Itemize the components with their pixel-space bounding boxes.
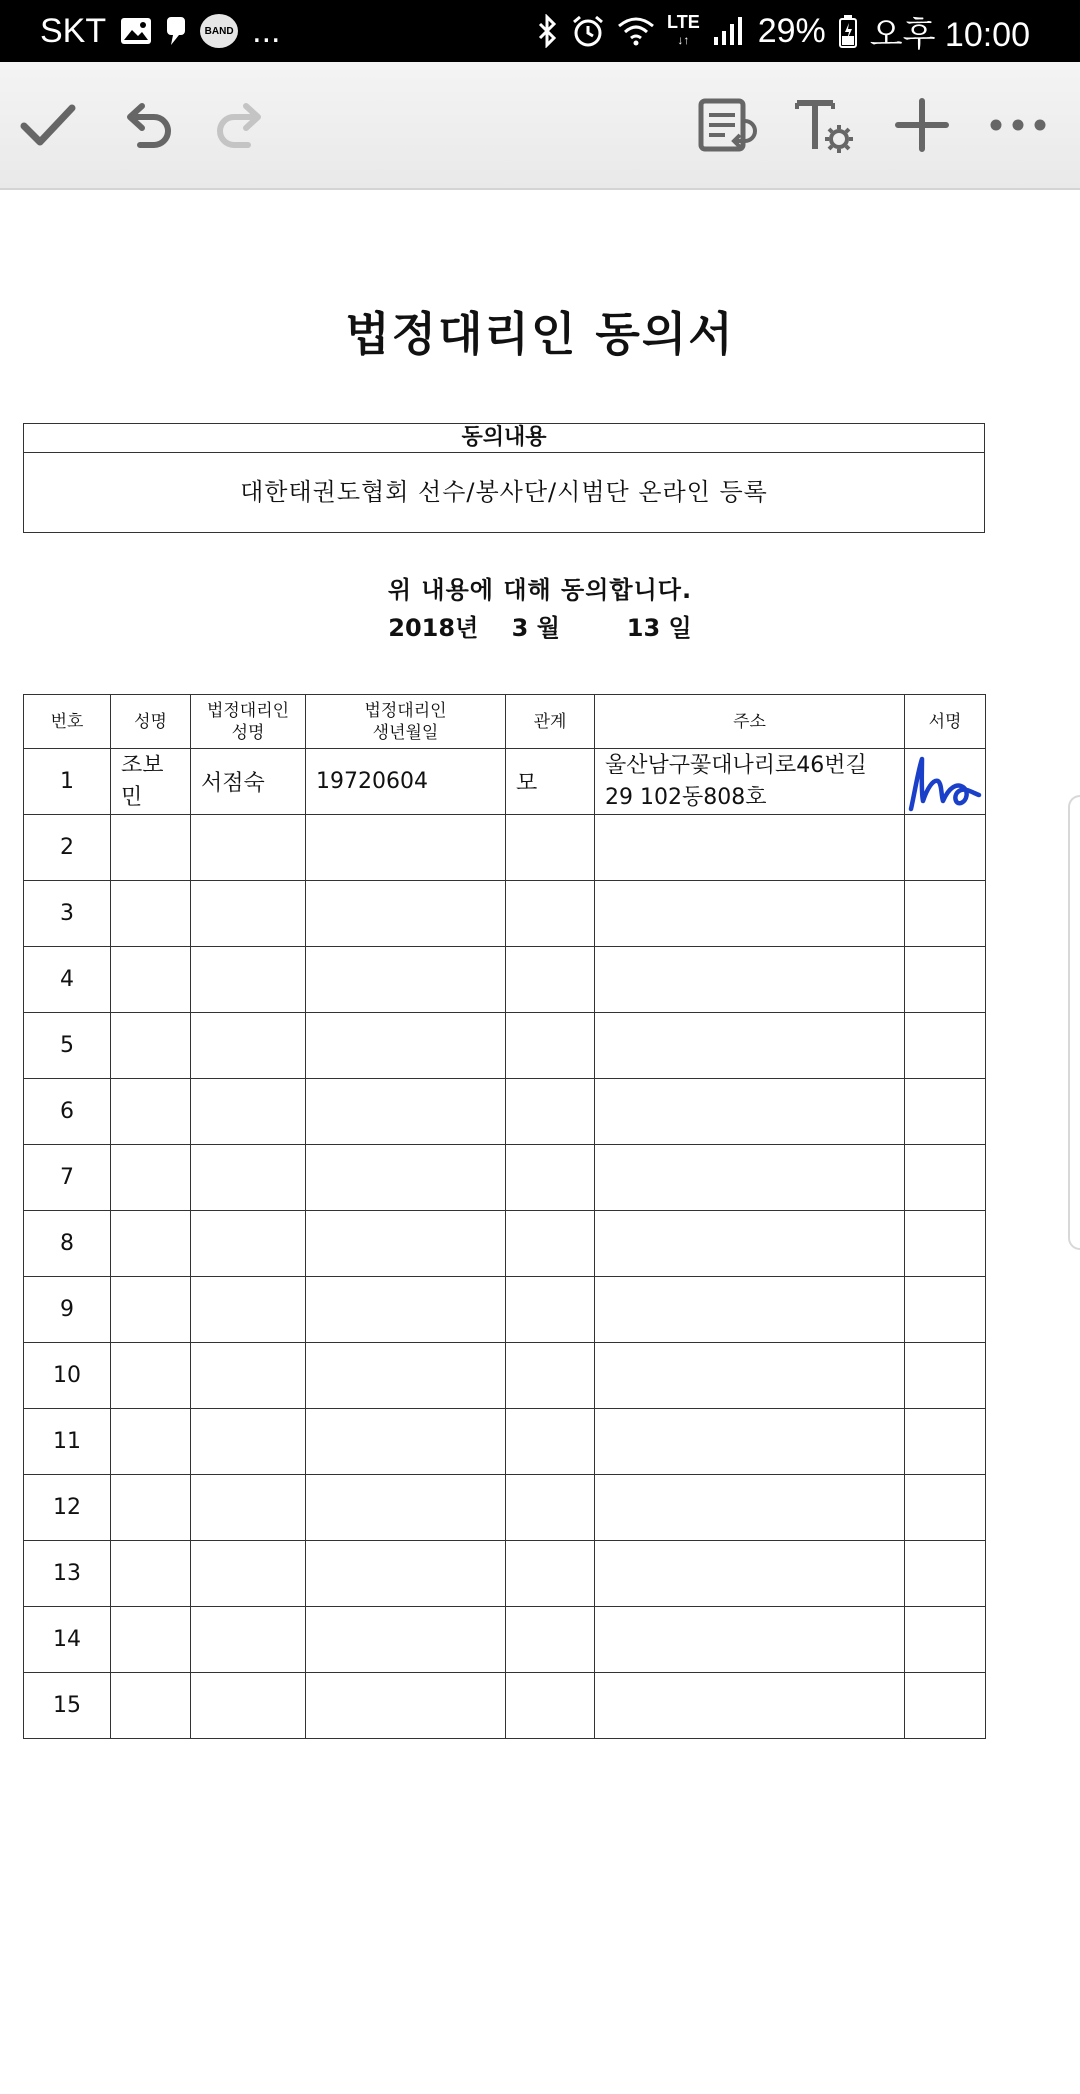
relation-cell xyxy=(506,815,595,881)
done-button[interactable] xyxy=(10,87,86,163)
guardian-birthdate-cell xyxy=(306,1673,506,1739)
insert-button[interactable] xyxy=(884,87,960,163)
undo-button[interactable] xyxy=(110,87,186,163)
guardian-birthdate-cell xyxy=(306,1145,506,1211)
table-header-row xyxy=(24,695,986,749)
signature-cell[interactable] xyxy=(905,881,986,947)
address-cell xyxy=(595,881,905,947)
signature-cell[interactable] xyxy=(905,1277,986,1343)
address-cell xyxy=(595,1013,905,1079)
signature-cell[interactable] xyxy=(905,1145,986,1211)
address-cell xyxy=(595,1607,905,1673)
guardian-name-cell xyxy=(191,947,306,1013)
check-icon xyxy=(18,100,78,150)
message-icon xyxy=(166,15,186,47)
signature-cell[interactable] xyxy=(905,1541,986,1607)
address-cell xyxy=(595,1343,905,1409)
status-bar-right xyxy=(537,8,1030,54)
signature-cell[interactable] xyxy=(905,1673,986,1739)
signature-cell[interactable] xyxy=(905,947,986,1013)
name-cell xyxy=(111,1079,191,1145)
battery-icon xyxy=(838,14,858,48)
table-body xyxy=(24,749,986,1739)
name-cell xyxy=(111,1277,191,1343)
agreement-date: 2018년 3 월 13 일 xyxy=(388,614,692,642)
guardian-birthdate-cell xyxy=(306,881,506,947)
table-row xyxy=(24,1013,986,1079)
consent-text: 대한태권도협회 선수/봉사단/시범단 온라인 등록 xyxy=(240,478,768,506)
network-indicator: LTE ↓↑ xyxy=(667,12,700,47)
address-cell xyxy=(595,1145,905,1211)
table-row xyxy=(24,1541,986,1607)
signature-cell[interactable] xyxy=(905,1607,986,1673)
battery-percent: 29% xyxy=(757,11,826,50)
table-row xyxy=(24,1211,986,1277)
guardian-name-cell xyxy=(191,1541,306,1607)
guardian-birthdate-cell xyxy=(306,1013,506,1079)
document-title: 법정대리인 동의서 xyxy=(345,307,735,361)
name-cell: 조보 민 xyxy=(111,749,191,815)
signature-cell[interactable] xyxy=(905,1079,986,1145)
wifi-icon xyxy=(617,16,655,46)
address-cell xyxy=(595,947,905,1013)
guardian-name-cell xyxy=(191,815,306,881)
address-cell xyxy=(595,1541,905,1607)
name-cell xyxy=(111,881,191,947)
relation-cell xyxy=(506,1475,595,1541)
row-number-cell: 9 xyxy=(24,1277,111,1343)
relation-cell xyxy=(506,1079,595,1145)
address-cell xyxy=(595,1409,905,1475)
guardian-name-cell xyxy=(191,1145,306,1211)
relation-cell xyxy=(506,1277,595,1343)
name-cell xyxy=(111,1541,191,1607)
guardian-birthdate-cell xyxy=(306,815,506,881)
guardian-name-cell xyxy=(191,1607,306,1673)
reading-mode-icon xyxy=(695,95,761,155)
address-cell xyxy=(595,815,905,881)
bluetooth-icon xyxy=(537,14,559,48)
row-number-cell: 1 xyxy=(24,749,111,815)
reading-mode-button[interactable] xyxy=(690,87,766,163)
table-row xyxy=(24,815,986,881)
table-header-cell: 법정대리인 성명 xyxy=(191,695,306,749)
signature-cell[interactable] xyxy=(905,749,986,815)
guardian-name-cell xyxy=(191,1211,306,1277)
guardian-name-cell xyxy=(191,1079,306,1145)
name-cell xyxy=(111,1013,191,1079)
table-header-cell: 관계 xyxy=(506,695,595,749)
row-number-cell: 15 xyxy=(24,1673,111,1739)
signature-cell[interactable] xyxy=(905,1211,986,1277)
agreement-statement: 위 내용에 대해 동의합니다. xyxy=(387,576,693,604)
signature-cell[interactable] xyxy=(905,1475,986,1541)
row-number-cell: 3 xyxy=(24,881,111,947)
guardian-name-cell xyxy=(191,1013,306,1079)
relation-cell xyxy=(506,1211,595,1277)
guardian-name-cell xyxy=(191,1343,306,1409)
status-bar xyxy=(0,0,1080,62)
more-notifications: ... xyxy=(252,11,281,50)
guardian-birthdate-cell xyxy=(306,1343,506,1409)
row-number-cell: 6 xyxy=(24,1079,111,1145)
consent-header: 동의내용 xyxy=(24,424,984,453)
status-bar-left xyxy=(40,8,280,54)
document-page[interactable] xyxy=(0,190,1080,2094)
text-settings-button[interactable] xyxy=(786,87,862,163)
table-header-cell: 법정대리인 생년월일 xyxy=(306,695,506,749)
relation-cell xyxy=(506,1607,595,1673)
signal-icon xyxy=(712,15,746,47)
redo-button[interactable] xyxy=(202,87,278,163)
address-cell xyxy=(595,1673,905,1739)
address-cell xyxy=(595,1211,905,1277)
guardian-birthdate-cell xyxy=(306,1607,506,1673)
guardian-birthdate-cell xyxy=(306,1277,506,1343)
address-cell: 울산남구꽃대나리로46번길 29 102동808호 xyxy=(595,749,905,815)
name-cell xyxy=(111,1409,191,1475)
address-cell xyxy=(595,1079,905,1145)
signature-cell[interactable] xyxy=(905,1409,986,1475)
guardian-name-cell xyxy=(191,1673,306,1739)
address-cell xyxy=(595,1475,905,1541)
guardian-name-cell xyxy=(191,881,306,947)
table-row xyxy=(24,1343,986,1409)
relation-cell xyxy=(506,881,595,947)
text-settings-icon xyxy=(791,95,857,155)
relation-cell xyxy=(506,1343,595,1409)
table-row xyxy=(24,1475,986,1541)
name-cell xyxy=(111,1211,191,1277)
more-options-button[interactable] xyxy=(980,87,1056,163)
plus-icon xyxy=(894,97,950,153)
row-number-cell: 13 xyxy=(24,1541,111,1607)
consent-box xyxy=(23,423,985,533)
guardian-name-cell xyxy=(191,1475,306,1541)
table-row xyxy=(24,881,986,947)
relation-cell xyxy=(506,1541,595,1607)
band-app-icon xyxy=(200,14,238,48)
signature-cell[interactable] xyxy=(905,815,986,881)
table-header-cell: 서명 xyxy=(905,695,986,749)
relation-cell xyxy=(506,1013,595,1079)
clock: 오후 10:00 xyxy=(869,15,1030,54)
guardian-name-cell xyxy=(191,1409,306,1475)
relation-cell xyxy=(506,947,595,1013)
name-cell xyxy=(111,1145,191,1211)
guardian-birthdate-cell xyxy=(306,1079,506,1145)
relation-cell: 모 xyxy=(506,749,595,815)
relation-cell xyxy=(506,1409,595,1475)
carrier-label: SKT xyxy=(40,11,107,50)
table-header-cell: 주소 xyxy=(595,695,905,749)
guardian-birthdate-cell xyxy=(306,1475,506,1541)
row-number-cell: 12 xyxy=(24,1475,111,1541)
name-cell xyxy=(111,1475,191,1541)
table-row xyxy=(24,1277,986,1343)
guardian-birthdate-cell xyxy=(306,947,506,1013)
guardian-birthdate-cell: 19720604 xyxy=(306,749,506,815)
edge-panel-handle[interactable] xyxy=(1068,795,1080,1250)
signature-cell[interactable] xyxy=(905,1013,986,1079)
row-number-cell: 5 xyxy=(24,1013,111,1079)
table-row xyxy=(24,1409,986,1475)
signature-drawing xyxy=(905,751,983,813)
table-row xyxy=(24,1673,986,1739)
name-cell xyxy=(111,1343,191,1409)
editor-toolbar xyxy=(0,62,1080,190)
signature-cell[interactable] xyxy=(905,1343,986,1409)
row-number-cell: 8 xyxy=(24,1211,111,1277)
row-number-cell: 4 xyxy=(24,947,111,1013)
name-cell xyxy=(111,815,191,881)
guardian-name-cell: 서점숙 xyxy=(191,749,306,815)
row-number-cell: 7 xyxy=(24,1145,111,1211)
table-row xyxy=(24,1079,986,1145)
guardian-table xyxy=(23,694,986,1739)
undo-icon xyxy=(120,97,176,153)
row-number-cell: 10 xyxy=(24,1343,111,1409)
table-row xyxy=(24,947,986,1013)
network-type: LTE xyxy=(667,12,700,32)
more-icon xyxy=(988,115,1048,135)
image-icon xyxy=(120,17,152,45)
band-label: BAND xyxy=(204,25,234,37)
address-cell xyxy=(595,1277,905,1343)
table-row xyxy=(24,1145,986,1211)
guardian-birthdate-cell xyxy=(306,1541,506,1607)
guardian-birthdate-cell xyxy=(306,1211,506,1277)
table-header-cell: 성명 xyxy=(111,695,191,749)
table-header-cell: 번호 xyxy=(24,695,111,749)
table-row xyxy=(24,1607,986,1673)
relation-cell xyxy=(506,1673,595,1739)
relation-cell xyxy=(506,1145,595,1211)
name-cell xyxy=(111,1607,191,1673)
row-number-cell: 11 xyxy=(24,1409,111,1475)
row-number-cell: 14 xyxy=(24,1607,111,1673)
row-number-cell: 2 xyxy=(24,815,111,881)
guardian-birthdate-cell xyxy=(306,1409,506,1475)
redo-icon xyxy=(212,97,268,153)
table-row xyxy=(24,749,986,815)
alarm-icon xyxy=(571,14,605,48)
name-cell xyxy=(111,1673,191,1739)
name-cell xyxy=(111,947,191,1013)
guardian-name-cell xyxy=(191,1277,306,1343)
